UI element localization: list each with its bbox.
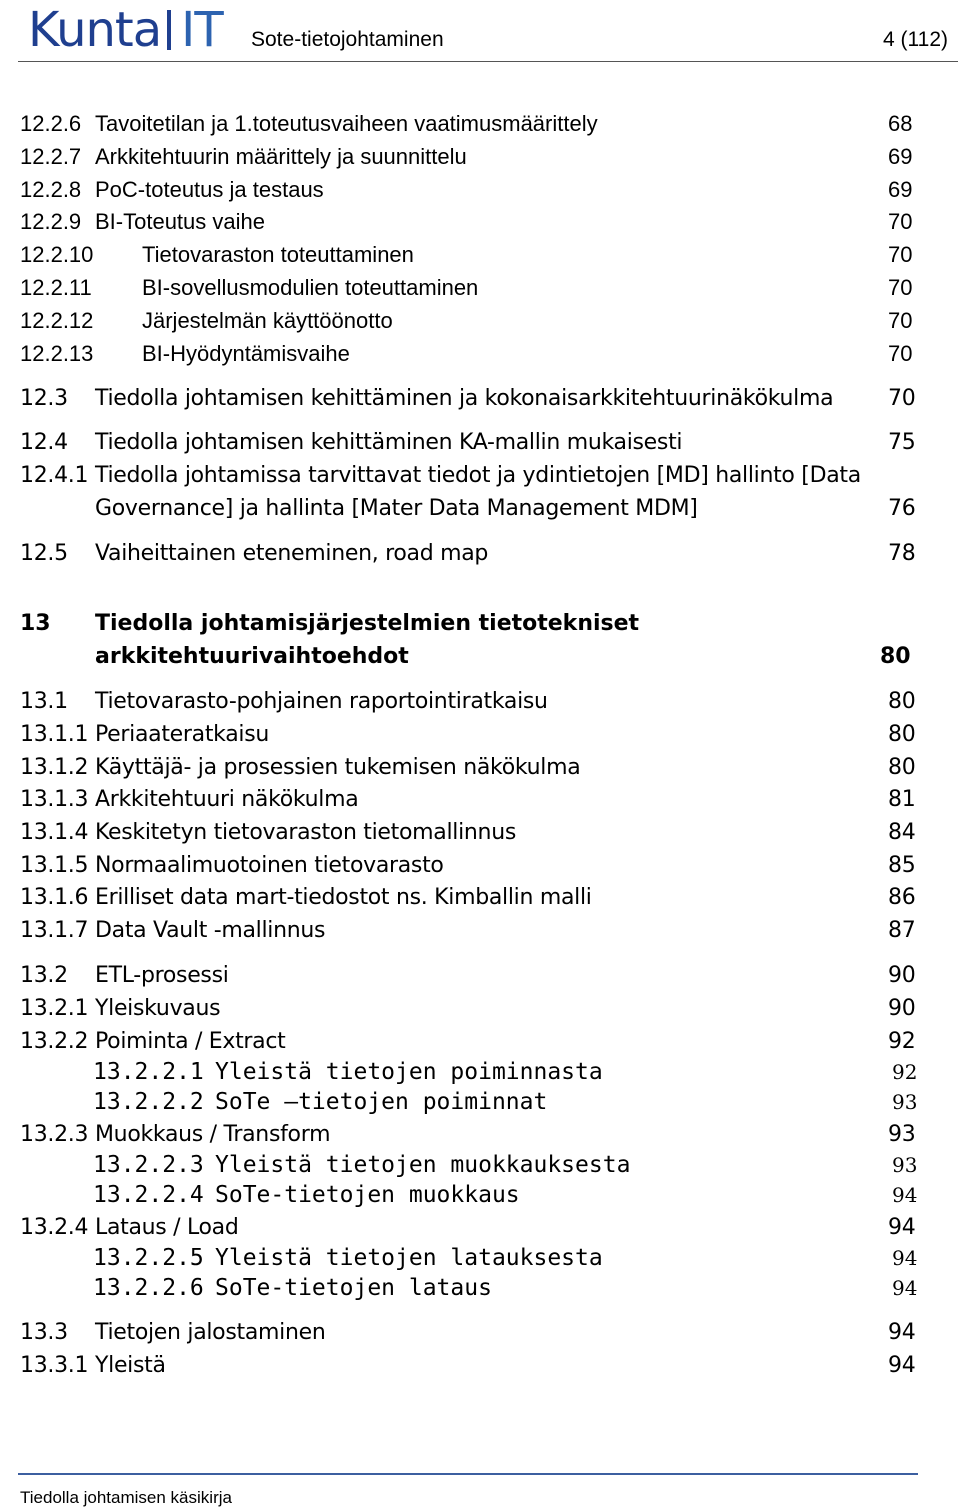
toc-entry-title: BI-Toteutus vaihe <box>95 209 265 234</box>
toc-entry-page: 80 <box>880 644 911 669</box>
toc-entry-page: 93 <box>892 1090 918 1114</box>
toc-entry-page: 92 <box>892 1060 918 1084</box>
toc-entry-number: 12.4.1 <box>20 463 89 488</box>
footer-divider <box>18 1473 918 1475</box>
toc-entry-number: 13.1.5 <box>20 853 89 878</box>
toc-entry-number: 12.2.11 <box>20 275 92 300</box>
toc-entry-number: 12.2.13 <box>20 341 94 366</box>
toc-entry-page: 70 <box>888 341 913 366</box>
toc-entry-title: BI-Hyödyntämisvaihe <box>142 341 350 366</box>
toc-entry-page: 93 <box>892 1153 918 1177</box>
toc-entry-page: 80 <box>888 722 916 747</box>
kuntait-logo <box>28 2 223 58</box>
toc-entry-number: 13.1.7 <box>20 918 89 943</box>
toc-entry-title: Yleistä tietojen poiminnasta <box>215 1059 603 1085</box>
toc-entry-title: Erilliset data mart-tiedostot ns. Kimballin malli <box>95 885 592 910</box>
toc-entry-number: 13.3 <box>20 1320 68 1345</box>
toc-entry-page: 78 <box>888 541 916 566</box>
toc-entry-title: Tiedolla johtamissa tarvittavat tiedot ja ydintietojen [MD] hallinto [Data <box>95 463 861 488</box>
toc-entry-number: 13.2.1 <box>20 996 89 1021</box>
toc-entry-page: 69 <box>888 177 913 202</box>
toc-entry-number: 12.2.7 <box>20 144 82 169</box>
toc-entry-title: Tavoitetilan ja 1.toteutusvaiheen vaatimusmäärittely <box>95 111 598 136</box>
toc-entry-title: Normaalimuotoinen tietovarasto <box>95 853 444 878</box>
toc-entry-page: 69 <box>888 144 913 169</box>
toc-entry-number: 12.3 <box>20 386 68 411</box>
toc-entry-number: 13.1.3 <box>20 787 89 812</box>
toc-entry-number: 12.2.8 <box>20 177 82 202</box>
toc-entry-number: 13.3.1 <box>20 1353 89 1378</box>
toc-entry-title: Arkkitehtuuri näkökulma <box>95 787 359 812</box>
toc-entry-page: 75 <box>888 430 916 455</box>
toc-entry-title: Käyttäjä- ja prosessien tukemisen näkökulma <box>95 755 581 780</box>
logo-text: Kunta <box>28 2 162 58</box>
toc-entry-number: 13.2.2.4 <box>93 1182 204 1208</box>
toc-entry-number: 13.2.3 <box>20 1122 89 1147</box>
toc-entry-page: 70 <box>888 386 916 411</box>
toc-entry-number: 13.1.2 <box>20 755 89 780</box>
toc-entry-number: 13.1.4 <box>20 820 89 845</box>
toc-entry-title: Keskitetyn tietovaraston tietomallinnus <box>95 820 516 845</box>
toc-entry-page: 90 <box>888 963 916 988</box>
toc-entry-title: ETL-prosessi <box>95 963 229 988</box>
toc-entry-title: Vaiheittainen eteneminen, road map <box>95 541 489 566</box>
page-number: 4 (112) <box>883 28 948 51</box>
toc-entry-number: 13.2.2.3 <box>93 1152 204 1178</box>
document-title: Sote-tietojohtaminen <box>251 28 444 51</box>
toc-entry-title: arkkitehtuurivaihtoehdot <box>95 644 409 669</box>
toc-entry-title: Tietovaraston toteuttaminen <box>142 242 414 267</box>
toc-entry-title: SoTe-tietojen lataus <box>215 1275 492 1301</box>
toc-entry-page: 80 <box>888 755 916 780</box>
logo-divider <box>167 10 171 50</box>
toc-entry-number: 12.2.6 <box>20 111 82 136</box>
toc-entry-number: 13.1.6 <box>20 885 89 910</box>
toc-entry-number: 13.2.2.1 <box>93 1059 204 1085</box>
toc-entry-number: 13.2.2.5 <box>93 1245 204 1271</box>
toc-entry-page: 94 <box>888 1320 916 1345</box>
logo-it: IT <box>181 2 223 58</box>
toc-entry-number: 13.2.2.6 <box>93 1275 204 1301</box>
toc-entry-page: 70 <box>888 308 913 333</box>
toc-entry-number: 12.2.12 <box>20 308 94 333</box>
toc-entry-page: 94 <box>892 1246 918 1270</box>
toc-entry-title: Yleistä tietojen latauksesta <box>215 1245 603 1271</box>
toc-entry-title: Tietojen jalostaminen <box>95 1320 326 1345</box>
toc-entry-number: 13.2 <box>20 963 68 988</box>
toc-entry-title: Governance] ja hallinta [Mater Data Management MDM] <box>95 496 698 521</box>
toc-entry-title: Data Vault -mallinnus <box>95 918 326 943</box>
toc-entry-number: 13.2.4 <box>20 1215 89 1240</box>
toc-entry-title: Lataus / Load <box>95 1215 239 1240</box>
footer-text: Tiedolla johtamisen käsikirja <box>20 1488 232 1507</box>
toc-entry-number: 13 <box>20 611 51 636</box>
toc-entry-page: 84 <box>888 820 916 845</box>
toc-entry-page: 70 <box>888 209 913 234</box>
toc-entry-title: Yleiskuvaus <box>95 996 221 1021</box>
toc-entry-page: 85 <box>888 853 916 878</box>
toc-entry-page: 94 <box>888 1353 916 1378</box>
toc-entry-title: PoC-toteutus ja testaus <box>95 177 324 202</box>
header-divider <box>18 61 958 62</box>
toc-entry-title: Yleistä tietojen muokkauksesta <box>215 1152 631 1178</box>
toc-entry-title: Periaateratkaisu <box>95 722 270 747</box>
toc-entry-page: 94 <box>888 1215 916 1240</box>
toc-entry-number: 12.2.10 <box>20 242 94 267</box>
toc-entry-page: 94 <box>892 1276 918 1300</box>
toc-entry-title: Arkkitehtuurin määrittely ja suunnittelu <box>95 144 467 169</box>
toc-entry-number: 13.2.2 <box>20 1029 89 1054</box>
toc-entry-title: Tiedolla johtamisen kehittäminen KA-mallin mukaisesti <box>95 430 683 455</box>
toc-entry-title: SoTe –tietojen poiminnat <box>215 1089 548 1115</box>
toc-entry-page: 68 <box>888 111 913 136</box>
toc-entry-title: BI-sovellusmodulien toteuttaminen <box>142 275 479 300</box>
toc-entry-title: Tietovarasto-pohjainen raportointiratkaisu <box>95 689 548 714</box>
toc-entry-title: SoTe-tietojen muokkaus <box>215 1182 520 1208</box>
toc-entry-page: 92 <box>888 1029 916 1054</box>
toc-entry-title: Poiminta / Extract <box>95 1029 286 1054</box>
toc-entry-page: 81 <box>888 787 916 812</box>
page-header <box>0 0 960 64</box>
toc-entry-title: Tiedolla johtamisjärjestelmien tietotekniset <box>95 611 640 636</box>
toc-entry-title: Yleistä <box>95 1353 166 1378</box>
toc-entry-number: 12.2.9 <box>20 209 82 234</box>
toc-entry-number: 12.4 <box>20 430 68 455</box>
toc-entry-page: 76 <box>888 496 916 521</box>
toc-entry-title: Tiedolla johtamisen kehittäminen ja kokonaisarkkitehtuurinäkökulma <box>95 386 834 411</box>
toc-entry-title: Järjestelmän käyttöönotto <box>142 308 393 333</box>
toc-entry-page: 86 <box>888 885 916 910</box>
toc-entry-title: Muokkaus / Transform <box>95 1122 331 1147</box>
toc-entry-number: 13.1 <box>20 689 68 714</box>
toc-entry-page: 70 <box>888 242 913 267</box>
toc-entry-page: 80 <box>888 689 916 714</box>
toc-entry-page: 70 <box>888 275 913 300</box>
toc-entry-number: 13.2.2.2 <box>93 1089 204 1115</box>
toc-entry-page: 87 <box>888 918 916 943</box>
toc-entry-page: 90 <box>888 996 916 1021</box>
toc-entry-number: 13.1.1 <box>20 722 89 747</box>
toc-entry-page: 93 <box>888 1122 916 1147</box>
toc-entry-number: 12.5 <box>20 541 68 566</box>
toc-entry-page: 94 <box>892 1183 918 1207</box>
